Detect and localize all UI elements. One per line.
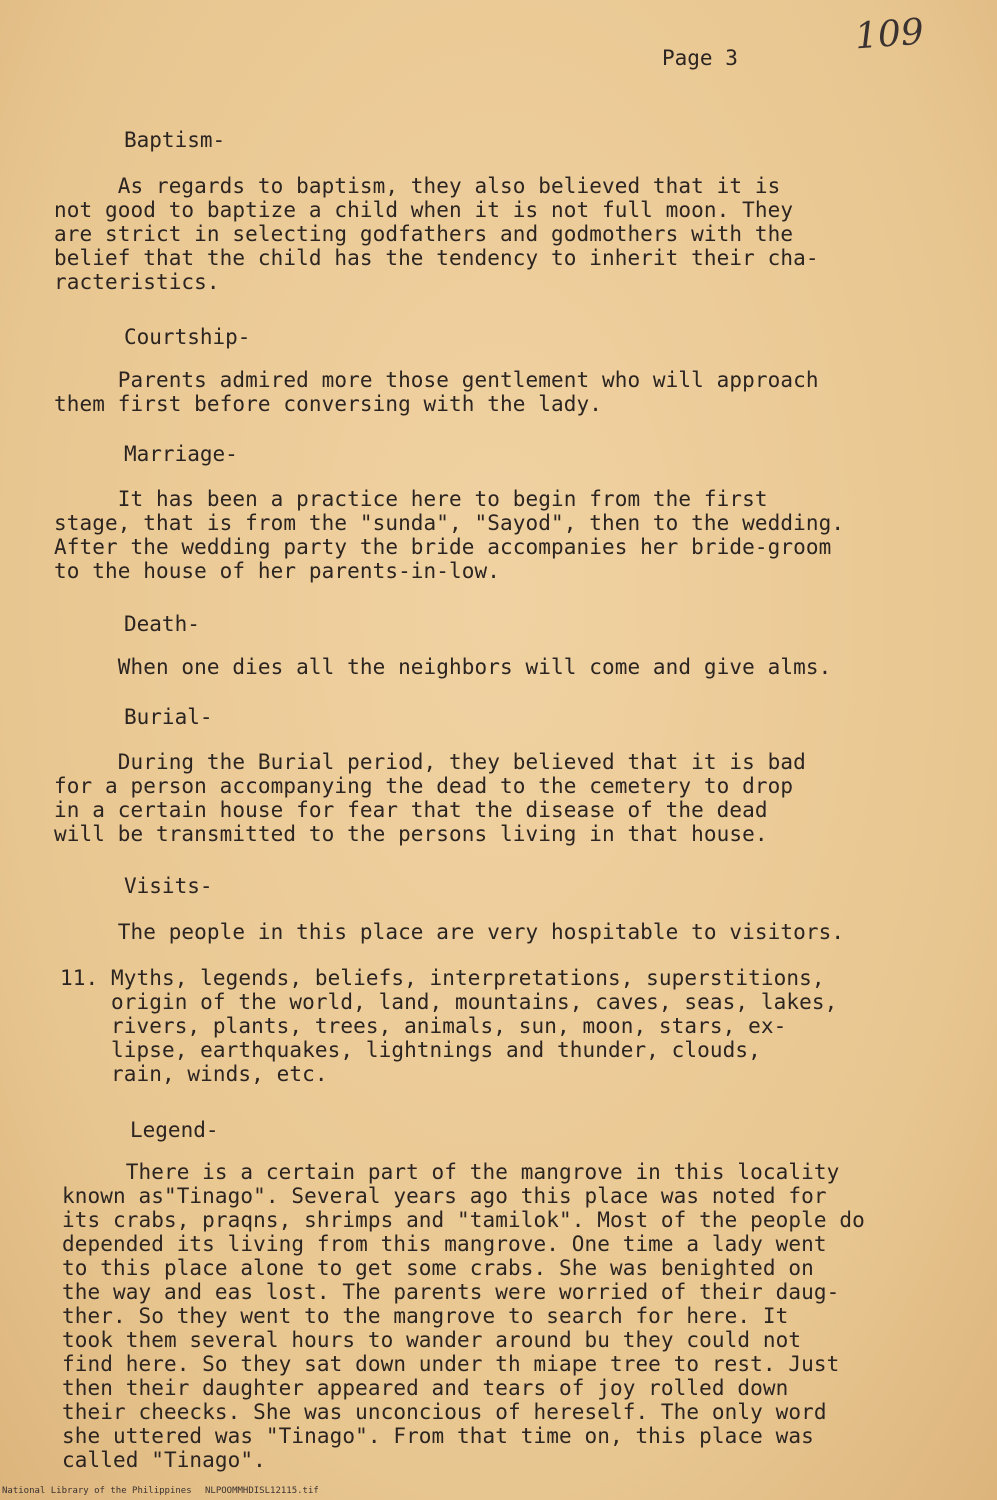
- marriage-paragraph: [54, 487, 844, 583]
- section-heading-baptism: Baptism-: [124, 128, 226, 152]
- text-line: them first before conversing with the lady.: [54, 392, 602, 416]
- text-line: The people in this place are very hospitable to visitors.: [54, 920, 845, 944]
- burial-paragraph: [54, 750, 806, 846]
- text-line: depended its living from this mangrove. One time a lady went: [62, 1232, 827, 1256]
- baptism-paragraph: [54, 174, 819, 294]
- text-line: lipse, earthquakes, lightnings and thunder, clouds,: [60, 1038, 761, 1062]
- text-line: to the house of her parents-in-low.: [54, 559, 501, 583]
- text-line: will be transmitted to the persons living in that house.: [54, 822, 768, 846]
- text-line: rain, winds, etc.: [60, 1062, 328, 1086]
- text-line: origin of the world, land, mountains, caves, seas, lakes,: [60, 990, 838, 1014]
- text-line: to this place alone to get some crabs. She was benighted on: [62, 1256, 814, 1280]
- text-line: in a certain house for fear that the disease of the dead: [54, 798, 768, 822]
- text-line: rivers, plants, trees, animals, sun, moon, stars, ex-: [60, 1014, 787, 1038]
- text-line: racteristics.: [54, 270, 220, 294]
- text-line: As regards to baptism, they also believed that it is: [54, 174, 781, 198]
- section-heading-marriage: Marriage-: [124, 442, 238, 466]
- section-heading-legend: Legend-: [130, 1118, 219, 1142]
- text-line: It has been a practice here to begin from the first: [54, 487, 768, 511]
- text-line: called "Tinago".: [62, 1448, 266, 1472]
- text-line: After the wedding party the bride accompanies her bride-groom: [54, 535, 832, 559]
- text-line: then their daughter appeared and tears of joy rolled down: [62, 1376, 789, 1400]
- section-heading-burial: Burial-: [124, 705, 213, 729]
- text-line: its crabs, praqns, shrimps and "tamilok". Most of the people do: [62, 1208, 865, 1232]
- legend-paragraph: [62, 1160, 865, 1472]
- text-line: known as"Tinago". Several years ago this place was noted for: [62, 1184, 827, 1208]
- text-line: Parents admired more those gentlement who will approach: [54, 368, 819, 392]
- text-line: not good to baptize a child when it is not full moon. They: [54, 198, 794, 222]
- text-line: ther. So they went to the mangrove to search for here. It: [62, 1304, 789, 1328]
- text-line: find here. So they sat down under th miape tree to rest. Just: [62, 1352, 840, 1376]
- death-paragraph: [54, 655, 831, 679]
- text-line: stage, that is from the "sunda", "Sayod", then to the wedding.: [54, 511, 845, 535]
- folio-number: 109: [853, 11, 926, 58]
- text-line: took them several hours to wander around bu they could not: [62, 1328, 802, 1352]
- text-line: she uttered was "Tinago". From that time on, this place was: [62, 1424, 814, 1448]
- section-heading-courtship: Courtship-: [124, 325, 251, 349]
- footer-library: National Library of the Philippines: [2, 1486, 192, 1496]
- text-line: are strict in selecting godfathers and godmothers with the: [54, 222, 794, 246]
- text-line: During the Burial period, they believed that it is bad: [54, 750, 806, 774]
- text-line: belief that the child has the tendency to inherit their cha-: [54, 246, 819, 270]
- courtship-paragraph: [54, 368, 819, 416]
- footer-filename: NLPOOMMHDISL12115.tif: [205, 1486, 319, 1496]
- text-line: There is a certain part of the mangrove in this locality: [62, 1160, 840, 1184]
- item-11-paragraph: [60, 966, 837, 1086]
- text-line: 11. Myths, legends, beliefs, interpretations, superstitions,: [60, 966, 825, 990]
- text-line: When one dies all the neighbors will come and give alms.: [54, 655, 832, 679]
- text-line: their cheecks. She was unconcious of hereself. The only word: [62, 1400, 827, 1424]
- section-heading-visits: Visits-: [124, 874, 213, 898]
- text-line: for a person accompanying the dead to the cemetery to drop: [54, 774, 794, 798]
- text-line: the way and eas lost. The parents were worried of their daug-: [62, 1280, 840, 1304]
- page-label: Page 3: [662, 46, 738, 70]
- visits-paragraph: [54, 920, 844, 944]
- section-heading-death: Death-: [124, 612, 200, 636]
